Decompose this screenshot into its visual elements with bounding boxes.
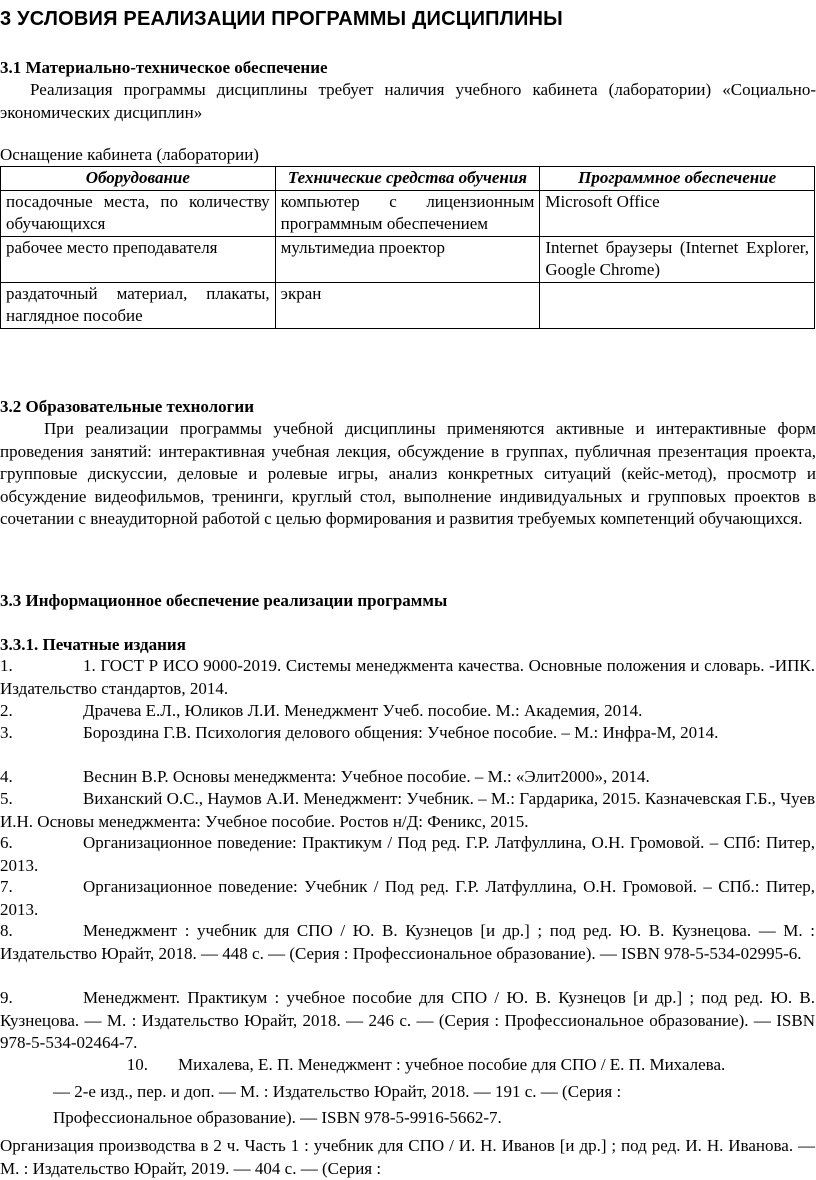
- reference-item: [0, 987, 815, 1055]
- table-cell: экран: [275, 282, 540, 328]
- reference-item: [0, 722, 815, 745]
- reference-text: Веснин В.Р. Основы менеджмента: Учебное пособие. – М.: «Элит2000», 2014.: [83, 767, 650, 786]
- table-caption: Оснащение кабинета (лаборатории): [0, 145, 259, 164]
- reference-item: [0, 832, 815, 877]
- table-cell: мультимедиа проектор: [275, 236, 540, 282]
- reference-number: 10.: [126, 1055, 148, 1074]
- table-cell: Microsoft Office: [540, 190, 815, 236]
- reference-text: 1. ГОСТ Р ИСО 9000-2019. Системы менеджмента качества. Основные положения и словарь. -ИПК. Издательство стандартов, 2014.: [0, 656, 815, 698]
- reference-number: 8.: [0, 921, 13, 940]
- reference-item: [0, 700, 815, 723]
- table-header-cell: Оборудование: [1, 167, 276, 191]
- reference-text-continued: — 2-е изд., пер. и доп. — М. : Издательство Юрайт, 2018. — 191 с. — (Серия :: [53, 1082, 622, 1101]
- table-header-cell: Программное обеспечение: [540, 167, 815, 191]
- reference-number: 3.: [0, 723, 13, 742]
- table-cell: раздаточный материал, плакаты, наглядное пособие: [1, 282, 276, 328]
- reference-number: 1.: [0, 656, 13, 675]
- section-3-2-paragraph: При реализации программы учебной дисциплины применяются активные и интерактивные форм проведения занятий: интерактивная учебная лекция, обсуждение в группах, публичная презентация проекта, групповые дискуссии, деловые и ролевые игры, анализ конкретных ситуаций (кейс-метод), просмотр и обсуждение видеофильмов, тренинги, круглый стол, выполнение индивидуальных и групповых проектов в сочетании с внеаудиторной работой с целью формирования и развития требуемых компетенций обучающихся.: [0, 419, 816, 528]
- section-3-3-1-title: 3.3.1. Печатные издания: [0, 635, 186, 654]
- table-cell: компьютер с лицензионным программным обеспечением: [275, 190, 540, 236]
- equipment-table: [0, 166, 815, 329]
- reference-text: Организационное поведение: Учебник / Под ред. Г.Р. Латфуллина, О.Н. Громовой. – СПб.: Питер, 2013.: [0, 877, 815, 919]
- table-cell: рабочее место преподавателя: [1, 236, 276, 282]
- reference-item-tail: Организация производства в 2 ч. Часть 1 : учебник для СПО / И. Н. Иванов [и др.] ; под ред. И. Н. Иванова. — М. : Издательство Юрайт, 2019. — 404 с. — (Серия :: [0, 1136, 815, 1178]
- section-3-1-title: 3.1 Материально-техническое обеспечение: [0, 58, 328, 77]
- reference-item: [0, 655, 815, 700]
- reference-text: Михалева, Е. П. Менеджмент : учебное пособие для СПО / Е. П. Михалева.: [178, 1055, 726, 1074]
- reference-number: 5.: [0, 789, 13, 808]
- reference-text: Бороздина Г.В. Психология делового общения: Учебное пособие. – М.: Инфра-М, 2014.: [83, 723, 719, 742]
- section-3-2-title: 3.2 Образовательные технологии: [0, 397, 254, 416]
- section-3-3-title: 3.3 Информационное обеспечение реализации программы: [0, 591, 448, 610]
- chapter-heading: 3 УСЛОВИЯ РЕАЛИЗАЦИИ ПРОГРАММЫ ДИСЦИПЛИНЫ: [0, 8, 563, 30]
- reference-number: 2.: [0, 701, 13, 720]
- reference-number: 7.: [0, 877, 13, 896]
- table-row: [1, 190, 815, 236]
- reference-text: Менеджмент. Практикум : учебное пособие для СПО / Ю. В. Кузнецов [и др.] ; под ред. Ю. В. Кузнецова. — М. : Издательство Юрайт, 2018. — 246 с. — (Серия : Профессиональное образование). — ISBN 978-5-534-02464-7.: [0, 988, 815, 1052]
- table-row: [1, 282, 815, 328]
- table-cell: посадочные места, по количеству обучающихся: [1, 190, 276, 236]
- table-row: [1, 236, 815, 282]
- reference-text: Организационное поведение: Практикум / Под ред. Г.Р. Латфуллина, О.Н. Громовой. – СПб: Питер, 2013.: [0, 833, 815, 875]
- reference-item: [0, 876, 815, 921]
- reference-item: [0, 766, 815, 789]
- reference-number: 6.: [0, 833, 13, 852]
- table-header-row: [1, 167, 815, 191]
- reference-item-10: [0, 1054, 816, 1077]
- table-cell: Internet браузеры (Internet Explorer, Google Chrome): [540, 236, 815, 282]
- reference-item: [0, 788, 815, 833]
- section-3-1-paragraph: Реализация программы дисциплины требует наличия учебного кабинета (лаборатории) «Социально-экономических дисциплин»: [0, 80, 816, 122]
- table-header-cell: Технические средства обучения: [275, 167, 540, 191]
- reference-number: 4.: [0, 767, 13, 786]
- table-cell: [540, 282, 815, 328]
- reference-number: 9.: [0, 988, 13, 1007]
- reference-item: [0, 920, 815, 965]
- reference-text-continued: Профессиональное образование). — ISBN 978-5-9916-5662-7.: [53, 1108, 502, 1127]
- reference-text: Драчева Е.Л., Юликов Л.И. Менеджмент Учеб. пособие. М.: Академия, 2014.: [83, 701, 643, 720]
- reference-text: Виханский О.С., Наумов А.И. Менеджмент: Учебник. – М.: Гардарика, 2015. Казначевская Г.Б., Чуев И.Н. Основы менеджмента: Учебное пособие. Ростов н/Д: Феникс, 2015.: [0, 789, 815, 831]
- reference-text: Менеджмент : учебник для СПО / Ю. В. Кузнецов [и др.] ; под ред. Ю. В. Кузнецова. — М. : Издательство Юрайт, 2018. — 448 с. — (Серия : Профессиональное образование). — ISBN 978-5-534-02995-6.: [0, 921, 815, 963]
